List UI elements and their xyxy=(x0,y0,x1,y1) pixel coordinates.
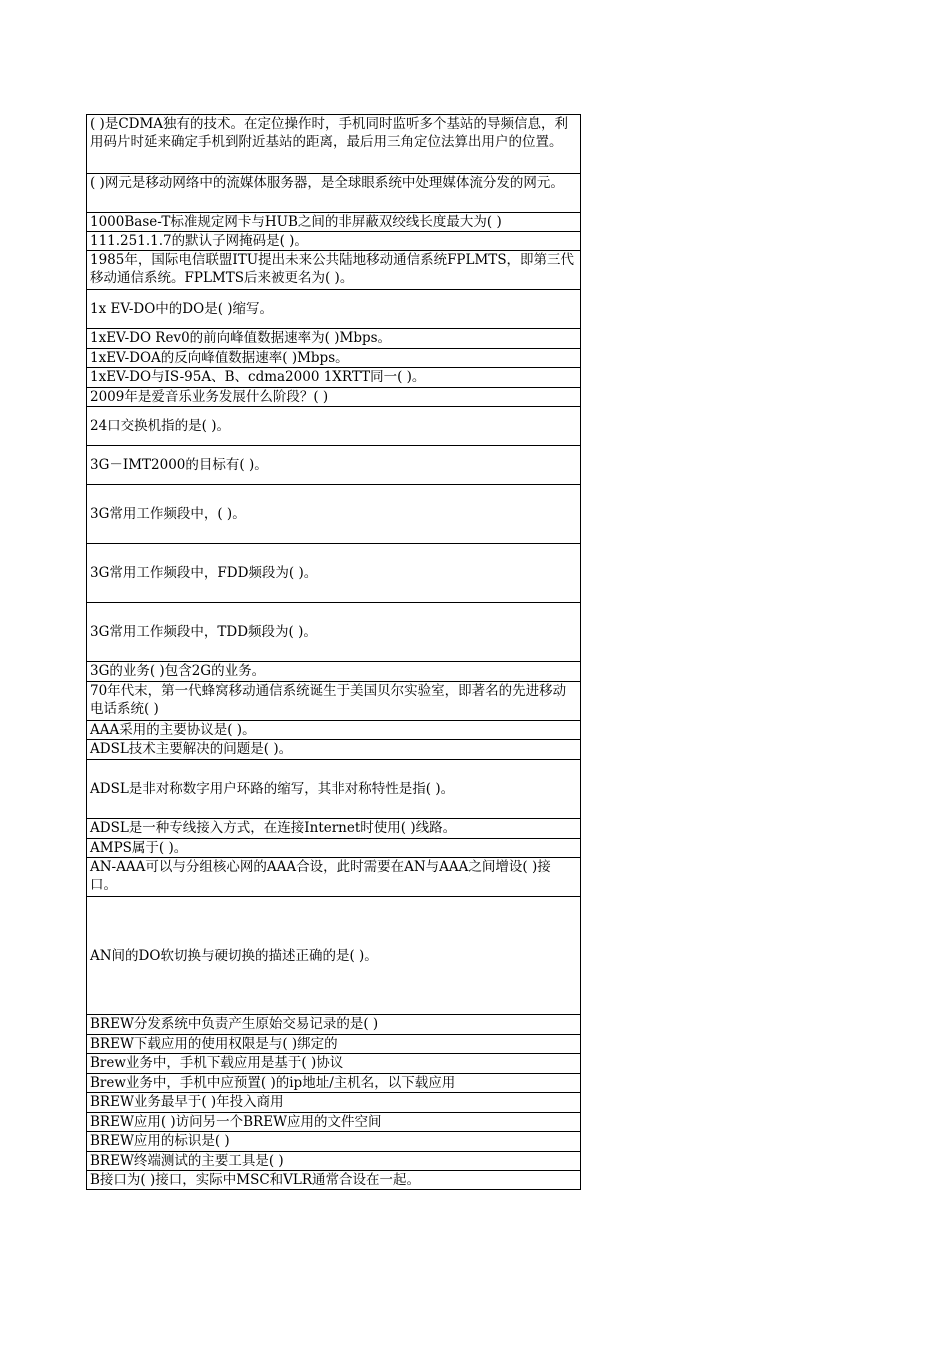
question-text: BREW应用( )访问另一个BREW应用的文件空间 xyxy=(90,1114,382,1130)
question-text: 3G常用工作频段中，TDD频段为( )。 xyxy=(90,624,317,640)
question-text: 1985年，国际电信联盟ITU提出未来公共陆地移动通信系统FPLMTS，即第三代移动通信系统。FPLMTS后来被更名为( )。 xyxy=(90,252,575,286)
question-cell[interactable] xyxy=(86,681,581,720)
question-text: 1xEV-DO Rev0的前向峰值数据速率为( )Mbps。 xyxy=(90,330,392,346)
question-cell[interactable] xyxy=(86,114,581,173)
question-cell[interactable] xyxy=(86,348,581,367)
question-cell[interactable] xyxy=(86,739,581,759)
question-cell[interactable] xyxy=(86,602,581,661)
question-cell[interactable] xyxy=(86,857,581,896)
question-cell[interactable] xyxy=(86,445,581,484)
question-cell[interactable] xyxy=(86,720,581,739)
question-text: 24口交换机指的是( )。 xyxy=(90,418,231,434)
question-text: 3G常用工作频段中，FDD频段为( )。 xyxy=(90,565,318,581)
question-text: ( )网元是移动网络中的流媒体服务器，是全球眼系统中处理媒体流分发的网元。 xyxy=(90,175,564,191)
question-cell[interactable] xyxy=(86,387,581,406)
question-text: 111.251.1.7的默认子网掩码是( )。 xyxy=(90,233,308,249)
question-text: B接口为( )接口，实际中MSC和VLR通常合设在一起。 xyxy=(90,1172,421,1188)
question-text: BREW应用的标识是( ) xyxy=(90,1133,230,1149)
question-cell[interactable] xyxy=(86,289,581,328)
question-text: 3G－IMT2000的目标有( )。 xyxy=(90,457,268,473)
question-cell[interactable] xyxy=(86,231,581,250)
question-cell[interactable] xyxy=(86,759,581,818)
question-text: AN间的DO软切换与硬切换的描述正确的是( )。 xyxy=(90,947,378,964)
question-text: ADSL技术主要解决的问题是( )。 xyxy=(90,741,293,757)
question-text: 1xEV-DOA的反向峰值数据速率( )Mbps。 xyxy=(90,350,349,366)
question-cell[interactable] xyxy=(86,1131,581,1151)
question-text: 1xEV-DO与IS-95A、B、cdma2000 1XRTT同一( )。 xyxy=(90,369,426,385)
question-text: 1000Base-T标准规定网卡与HUB之间的非屏蔽双绞线长度最大为( ) xyxy=(90,214,502,230)
question-text: 70年代末，第一代蜂窝移动通信系统诞生于美国贝尔实验室，即著名的先进移动电话系统( ) xyxy=(90,683,567,717)
question-cell[interactable] xyxy=(86,838,581,857)
question-text: ADSL是非对称数字用户环路的缩写，其非对称特性是指( )。 xyxy=(90,781,455,797)
question-text: BREW下载应用的使用权限是与( )绑定的 xyxy=(90,1036,338,1052)
question-text: 1x EV-DO中的DO是( )缩写。 xyxy=(90,301,274,317)
question-cell[interactable] xyxy=(86,1014,581,1034)
question-cell[interactable] xyxy=(86,661,581,681)
question-cell[interactable] xyxy=(86,1151,581,1170)
question-cell[interactable] xyxy=(86,543,581,602)
question-cell[interactable] xyxy=(86,896,581,1014)
question-text: ( )是CDMA独有的技术。在定位操作时，手机同时监听多个基站的导频信息，利用码片时延来确定手机到附近基站的距离，最后用三角定位法算出用户的位置。 xyxy=(90,116,569,150)
question-cell[interactable] xyxy=(86,328,581,348)
question-cell[interactable] xyxy=(86,484,581,543)
question-text: AN-AAA可以与分组核心网的AAA合设，此时需要在AN与AAA之间增设( )接口。 xyxy=(90,859,551,893)
question-cell[interactable] xyxy=(86,1112,581,1131)
question-text: AMPS属于( )。 xyxy=(90,840,188,856)
question-text: AAA采用的主要协议是( )。 xyxy=(90,722,256,738)
question-cell[interactable] xyxy=(86,1092,581,1112)
question-cell[interactable] xyxy=(86,212,581,231)
question-cell[interactable] xyxy=(86,250,581,289)
question-text: BREW终端测试的主要工具是( ) xyxy=(90,1153,284,1169)
question-sheet xyxy=(86,114,581,1190)
question-text: Brew业务中，手机下载应用是基于( )协议 xyxy=(90,1055,344,1071)
question-cell[interactable] xyxy=(86,406,581,445)
question-text: 3G的业务( )包含2G的业务。 xyxy=(90,663,266,679)
question-cell[interactable] xyxy=(86,1053,581,1073)
question-text: BREW分发系统中负责产生原始交易记录的是( ) xyxy=(90,1016,379,1032)
question-cell[interactable] xyxy=(86,1073,581,1092)
question-text: Brew业务中，手机中应预置( )的ip地址/主机名，以下载应用 xyxy=(90,1075,456,1091)
question-text: BREW业务最早于( )年投入商用 xyxy=(90,1094,284,1110)
question-cell[interactable] xyxy=(86,367,581,387)
question-text: ADSL是一种专线接入方式，在连接Internet时使用( )线路。 xyxy=(90,820,457,836)
question-text: 3G常用工作频段中，( )。 xyxy=(90,506,246,522)
question-text: 2009年是爱音乐业务发展什么阶段？( ) xyxy=(90,389,329,405)
question-cell[interactable] xyxy=(86,1034,581,1053)
question-cell[interactable] xyxy=(86,1170,581,1190)
question-cell[interactable] xyxy=(86,173,581,212)
question-cell[interactable] xyxy=(86,818,581,838)
